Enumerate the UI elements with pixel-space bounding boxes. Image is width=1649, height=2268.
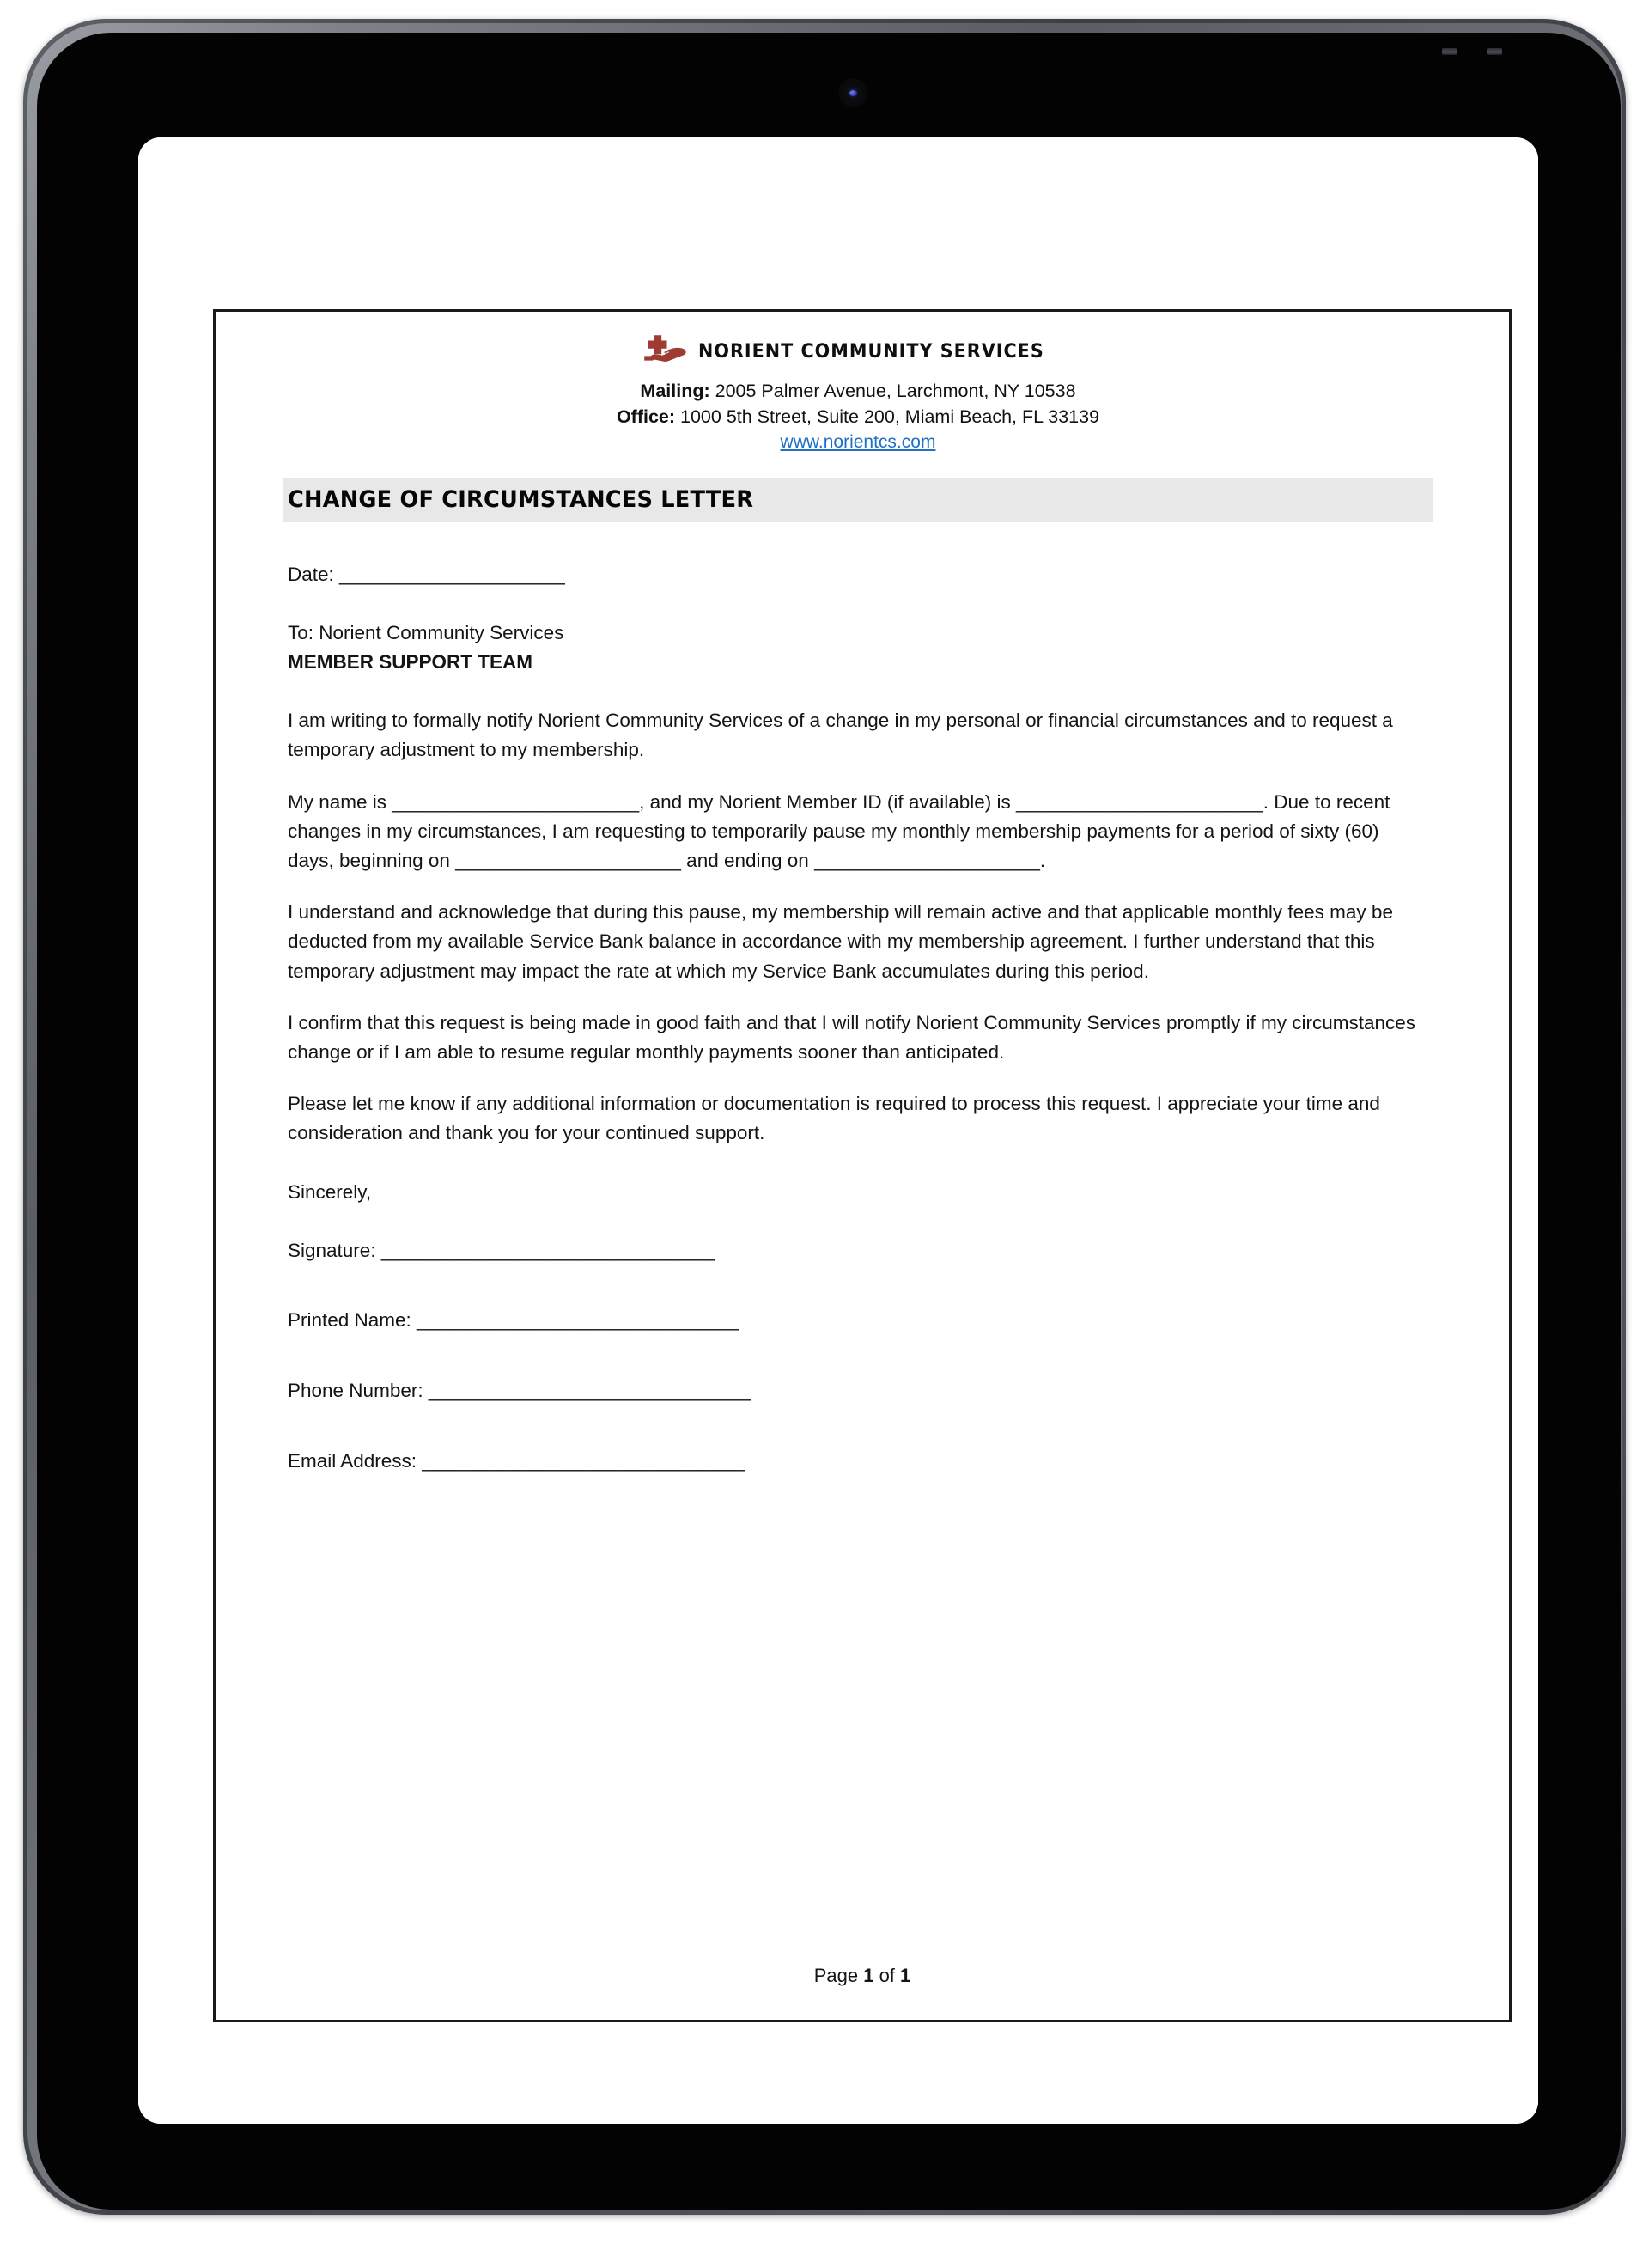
spacer	[288, 986, 1430, 1009]
document-content	[283, 334, 1433, 1476]
footer-middle: of	[873, 1965, 901, 1986]
front-camera-icon	[838, 78, 867, 107]
tablet-black-bezel	[37, 33, 1621, 2210]
footer-prefix: Page	[813, 1965, 864, 1986]
paragraph-intro: I am writing to formally notify Norient Community Services of a change in my personal or financial circumstances and to request a temporary adjustment to my membership.	[288, 710, 1393, 761]
spacer	[288, 1149, 1430, 1178]
printed-name-field[interactable]: Printed Name: ______________________________	[288, 1309, 739, 1332]
camera-lens-icon	[849, 90, 857, 96]
website-link[interactable]: www.norientcs.com	[780, 432, 936, 453]
mailing-address-value: 2005 Palmer Avenue, Larchmont, NY 10538	[715, 381, 1076, 401]
closing-salutation: Sincerely,	[288, 1180, 372, 1203]
medical-cross-in-hand-logo-icon	[642, 334, 687, 369]
brand-name: NORIENT COMMUNITY SERVICES	[697, 340, 1044, 363]
document-page	[138, 137, 1538, 2124]
recipient-team-line: MEMBER SUPPORT TEAM	[288, 651, 533, 674]
tablet-screen[interactable]	[138, 137, 1538, 2124]
footer-current-page: 1	[863, 1965, 874, 1986]
footer-total-pages: 1	[900, 1965, 911, 1986]
email-address-field[interactable]: Email Address: ______________________________	[288, 1449, 745, 1472]
paragraph-confirmation: I confirm that this request is being made in good faith and that I will notify Norient Community Services promptly if my circumstances change or if I am able to resume regular monthly payments sooner than anticipated.	[288, 1011, 1416, 1063]
paragraph-closing-request: Please let me know if any additional information or documentation is required to process this request. I appreciate your time and consideration and thank you for your continued support.	[288, 1093, 1380, 1144]
page-footer	[216, 1965, 1509, 1987]
spacer	[288, 1335, 1430, 1376]
antenna-band-right-icon	[1487, 48, 1502, 55]
mailing-address-line	[283, 379, 1433, 405]
mailing-label: Mailing:	[640, 381, 710, 401]
document-border-frame	[213, 309, 1512, 2022]
paragraph-acknowledgement: I understand and acknowledge that during this pause, my membership will remain active and that applicable monthly fees may be deducted from my available Service Bank balance in accordance with my membership agreement. I further understand that this temporary adjustment may impact the rate at which my Service Bank accumulates during this period.	[288, 901, 1393, 982]
letter-body	[283, 522, 1433, 1476]
spacer	[288, 589, 1430, 619]
spacer	[288, 765, 1430, 788]
document-title-banner	[283, 478, 1433, 522]
spacer	[288, 1067, 1430, 1089]
spacer	[288, 522, 1430, 560]
recipient-line: To: Norient Community Services	[288, 621, 564, 643]
date-field-line[interactable]: Date: _____________________	[288, 563, 565, 585]
brand-row	[283, 334, 1433, 369]
spacer	[288, 1265, 1430, 1306]
spacer	[288, 677, 1430, 706]
tablet-metal-rim	[27, 23, 1622, 2210]
spacer	[288, 875, 1430, 898]
signature-field[interactable]: Signature: _______________________________	[288, 1239, 715, 1261]
letterhead	[283, 334, 1433, 455]
spacer	[288, 1405, 1430, 1447]
office-label: Office:	[616, 405, 676, 427]
website-line	[283, 430, 1433, 454]
phone-number-field[interactable]: Phone Number: ______________________________	[288, 1380, 751, 1402]
page-title: CHANGE OF CIRCUMSTANCES LETTER	[288, 486, 754, 514]
office-address-line	[283, 405, 1433, 430]
tablet-outer-shell	[23, 19, 1626, 2215]
office-address-value: 1000 5th Street, Suite 200, Miami Beach, FL 33139	[680, 405, 1100, 427]
spacer	[288, 1207, 1430, 1236]
paragraph-member-details[interactable]: My name is _______________________, and my Norient Member ID (if available) is _______________________. Due to recent changes in my circumstances, I am requesting to temporarily pause my monthly membership payments for a period of sixty (60) days, beginning on _____________________ and ending on _____________________.	[288, 790, 1390, 872]
antenna-band-left-icon	[1442, 48, 1457, 55]
